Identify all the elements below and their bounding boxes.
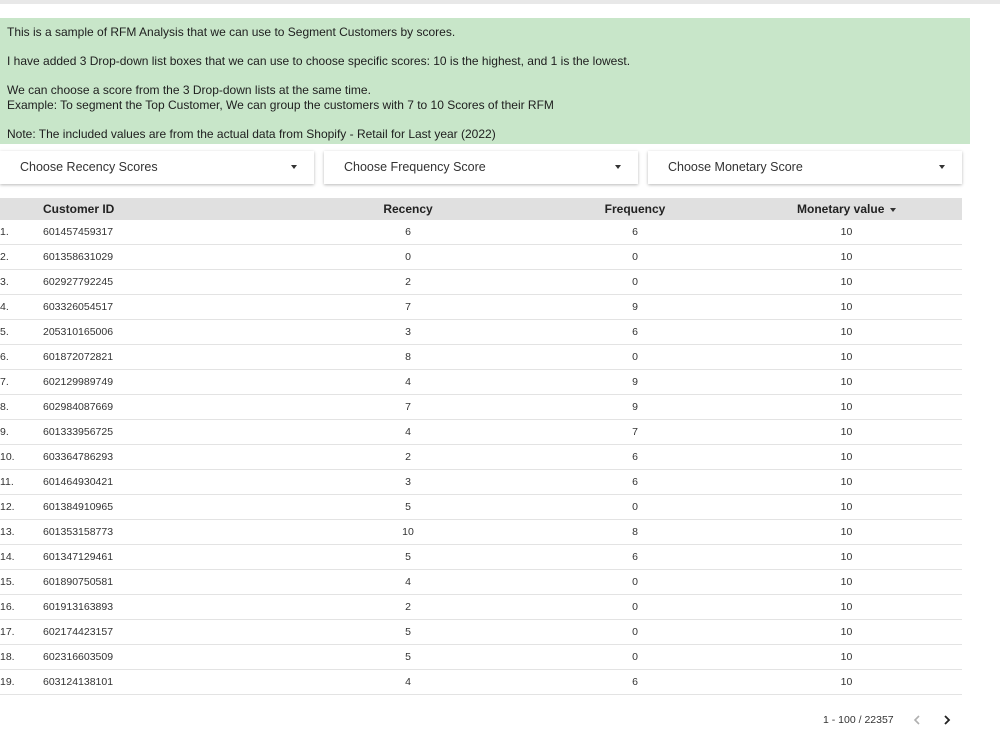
table-row[interactable] bbox=[0, 220, 962, 245]
row-index: 8. bbox=[0, 401, 9, 413]
row-index: 15. bbox=[0, 576, 15, 588]
cell-frequency: 6 bbox=[632, 551, 638, 563]
cell-monetary: 10 bbox=[840, 251, 853, 263]
cell-frequency: 0 bbox=[632, 626, 638, 638]
cell-recency: 5 bbox=[405, 651, 411, 663]
cell-monetary: 10 bbox=[840, 376, 853, 388]
cell-monetary: 10 bbox=[840, 601, 853, 613]
table-row[interactable] bbox=[0, 645, 962, 670]
cell-monetary: 10 bbox=[840, 276, 853, 288]
cell-recency: 7 bbox=[405, 301, 411, 313]
cell-monetary: 10 bbox=[840, 426, 853, 438]
chevron-left-icon[interactable] bbox=[910, 713, 924, 727]
cell-recency: 2 bbox=[405, 451, 411, 463]
cell-frequency: 8 bbox=[632, 526, 638, 538]
cell-customer-id: 601353158773 bbox=[43, 526, 114, 538]
cell-recency: 4 bbox=[405, 576, 411, 588]
row-index: 4. bbox=[0, 301, 9, 313]
cell-recency: 5 bbox=[405, 501, 411, 513]
table-row[interactable] bbox=[0, 370, 962, 395]
caret-down-icon bbox=[291, 165, 297, 169]
table-row[interactable] bbox=[0, 420, 962, 445]
cell-recency: 7 bbox=[405, 401, 411, 413]
cell-recency: 5 bbox=[405, 551, 411, 563]
cell-frequency: 0 bbox=[632, 651, 638, 663]
cell-customer-id: 602316603509 bbox=[43, 651, 114, 663]
cell-monetary: 10 bbox=[840, 501, 853, 513]
cell-customer-id: 601872072821 bbox=[43, 351, 114, 363]
table-row[interactable] bbox=[0, 595, 962, 620]
cell-monetary: 10 bbox=[840, 451, 853, 463]
row-index: 3. bbox=[0, 276, 9, 288]
cell-frequency: 0 bbox=[632, 251, 638, 263]
dropdown-label: Choose Monetary Score bbox=[668, 160, 803, 174]
table-row[interactable] bbox=[0, 395, 962, 420]
table-row[interactable] bbox=[0, 295, 962, 320]
dropdown-label: Choose Recency Scores bbox=[20, 160, 158, 174]
row-index: 6. bbox=[0, 351, 9, 363]
row-index: 10. bbox=[0, 451, 15, 463]
cell-frequency: 0 bbox=[632, 276, 638, 288]
row-index: 9. bbox=[0, 426, 9, 438]
table-row[interactable] bbox=[0, 545, 962, 570]
cell-customer-id: 601358631029 bbox=[43, 251, 114, 263]
cell-monetary: 10 bbox=[840, 676, 853, 688]
table-row[interactable] bbox=[0, 495, 962, 520]
description-note: Note: The included values are from the actual data from Shopify - Retail for Last year (2022) bbox=[7, 126, 496, 141]
cell-frequency: 9 bbox=[632, 401, 638, 413]
dropdown-label: Choose Frequency Score bbox=[344, 160, 486, 174]
header-recency[interactable]: Recency bbox=[383, 202, 433, 216]
chevron-right-icon[interactable] bbox=[940, 713, 954, 727]
table-row[interactable] bbox=[0, 470, 962, 495]
cell-monetary: 10 bbox=[840, 401, 853, 413]
row-index: 17. bbox=[0, 626, 15, 638]
cell-recency: 10 bbox=[402, 526, 414, 538]
description-line: We can choose a score from the 3 Drop-down lists at the same time. bbox=[7, 83, 371, 97]
cell-frequency: 7 bbox=[632, 426, 638, 438]
cell-monetary: 10 bbox=[840, 351, 853, 363]
page-range: 1 - 100 / 22357 bbox=[823, 714, 894, 726]
cell-monetary: 10 bbox=[840, 551, 853, 563]
row-index: 14. bbox=[0, 551, 15, 563]
cell-recency: 4 bbox=[405, 426, 411, 438]
monetary-score-dropdown[interactable] bbox=[648, 151, 962, 184]
cell-monetary: 10 bbox=[840, 301, 853, 313]
row-index: 2. bbox=[0, 251, 9, 263]
top-divider bbox=[0, 0, 1000, 4]
cell-customer-id: 601333956725 bbox=[43, 426, 114, 438]
row-index: 1. bbox=[0, 226, 9, 238]
caret-down-icon bbox=[615, 165, 621, 169]
table-row[interactable] bbox=[0, 270, 962, 295]
pagination bbox=[0, 713, 1000, 729]
sort-desc-icon[interactable] bbox=[890, 208, 896, 212]
cell-customer-id: 602129989749 bbox=[43, 376, 114, 388]
cell-customer-id: 601464930421 bbox=[43, 476, 114, 488]
description-panel bbox=[0, 18, 970, 144]
cell-recency: 5 bbox=[405, 626, 411, 638]
cell-frequency: 6 bbox=[632, 326, 638, 338]
description-line: Example: To segment the Top Customer, We can group the customers with 7 to 10 Scores of their RFM bbox=[7, 97, 554, 112]
table-header bbox=[0, 198, 962, 220]
row-index: 16. bbox=[0, 601, 15, 613]
cell-customer-id: 603364786293 bbox=[43, 451, 114, 463]
cell-recency: 4 bbox=[405, 676, 411, 688]
cell-recency: 3 bbox=[405, 326, 411, 338]
cell-recency: 2 bbox=[405, 601, 411, 613]
cell-frequency: 6 bbox=[632, 451, 638, 463]
table-row[interactable] bbox=[0, 670, 962, 695]
row-index: 13. bbox=[0, 526, 15, 538]
row-index: 7. bbox=[0, 376, 9, 388]
table-row[interactable] bbox=[0, 520, 962, 545]
cell-monetary: 10 bbox=[840, 226, 853, 238]
cell-customer-id: 602984087669 bbox=[43, 401, 114, 413]
cell-customer-id: 601913163893 bbox=[43, 601, 114, 613]
cell-customer-id: 601890750581 bbox=[43, 576, 114, 588]
table-row[interactable] bbox=[0, 320, 962, 345]
cell-frequency: 6 bbox=[632, 676, 638, 688]
cell-frequency: 0 bbox=[632, 576, 638, 588]
cell-recency: 4 bbox=[405, 376, 411, 388]
cell-customer-id: 603326054517 bbox=[43, 301, 114, 313]
description-line: I have added 3 Drop-down list boxes that we can use to choose specific scores: 10 is the highest, and 1 is the lowest. bbox=[7, 54, 631, 68]
frequency-score-dropdown[interactable] bbox=[324, 151, 638, 184]
cell-recency: 2 bbox=[405, 276, 411, 288]
row-index: 18. bbox=[0, 651, 15, 663]
rfm-table bbox=[0, 198, 962, 695]
cell-recency: 6 bbox=[405, 226, 411, 238]
row-index: 11. bbox=[0, 476, 14, 488]
cell-frequency: 9 bbox=[632, 301, 638, 313]
cell-recency: 3 bbox=[405, 476, 411, 488]
table-row[interactable] bbox=[0, 620, 962, 645]
cell-frequency: 6 bbox=[632, 226, 638, 238]
cell-monetary: 10 bbox=[840, 576, 853, 588]
table-body bbox=[0, 220, 962, 695]
table-row[interactable] bbox=[0, 245, 962, 270]
row-index: 5. bbox=[0, 326, 9, 338]
description-line: This is a sample of RFM Analysis that we can use to Segment Customers by scores. bbox=[7, 25, 456, 39]
cell-monetary: 10 bbox=[840, 626, 853, 638]
cell-frequency: 0 bbox=[632, 501, 638, 513]
cell-frequency: 9 bbox=[632, 376, 638, 388]
header-customer-id[interactable]: Customer ID bbox=[43, 202, 115, 216]
cell-customer-id: 603124138101 bbox=[43, 676, 114, 688]
cell-recency: 8 bbox=[405, 351, 411, 363]
cell-recency: 0 bbox=[405, 251, 411, 263]
cell-monetary: 10 bbox=[840, 651, 853, 663]
cell-customer-id: 601347129461 bbox=[43, 551, 114, 563]
caret-down-icon bbox=[939, 165, 945, 169]
header-monetary-value[interactable] bbox=[790, 198, 907, 220]
row-index: 12. bbox=[0, 501, 15, 513]
cell-frequency: 0 bbox=[632, 601, 638, 613]
cell-customer-id: 602927792245 bbox=[43, 276, 114, 288]
cell-monetary: 10 bbox=[840, 526, 853, 538]
header-frequency[interactable]: Frequency bbox=[604, 202, 666, 216]
cell-monetary: 10 bbox=[840, 326, 853, 338]
table-row[interactable] bbox=[0, 570, 962, 595]
table-row[interactable] bbox=[0, 345, 962, 370]
recency-score-dropdown[interactable] bbox=[0, 151, 314, 184]
cell-customer-id: 601384910965 bbox=[43, 501, 114, 513]
header-monetary-label: Monetary value bbox=[797, 202, 885, 216]
cell-customer-id: 602174423157 bbox=[43, 626, 114, 638]
row-index: 19. bbox=[0, 676, 15, 688]
cell-customer-id: 205310165006 bbox=[43, 326, 114, 338]
table-row[interactable] bbox=[0, 445, 962, 470]
cell-customer-id: 601457459317 bbox=[43, 226, 114, 238]
cell-frequency: 0 bbox=[632, 351, 638, 363]
cell-monetary: 10 bbox=[840, 476, 853, 488]
cell-frequency: 6 bbox=[632, 476, 638, 488]
